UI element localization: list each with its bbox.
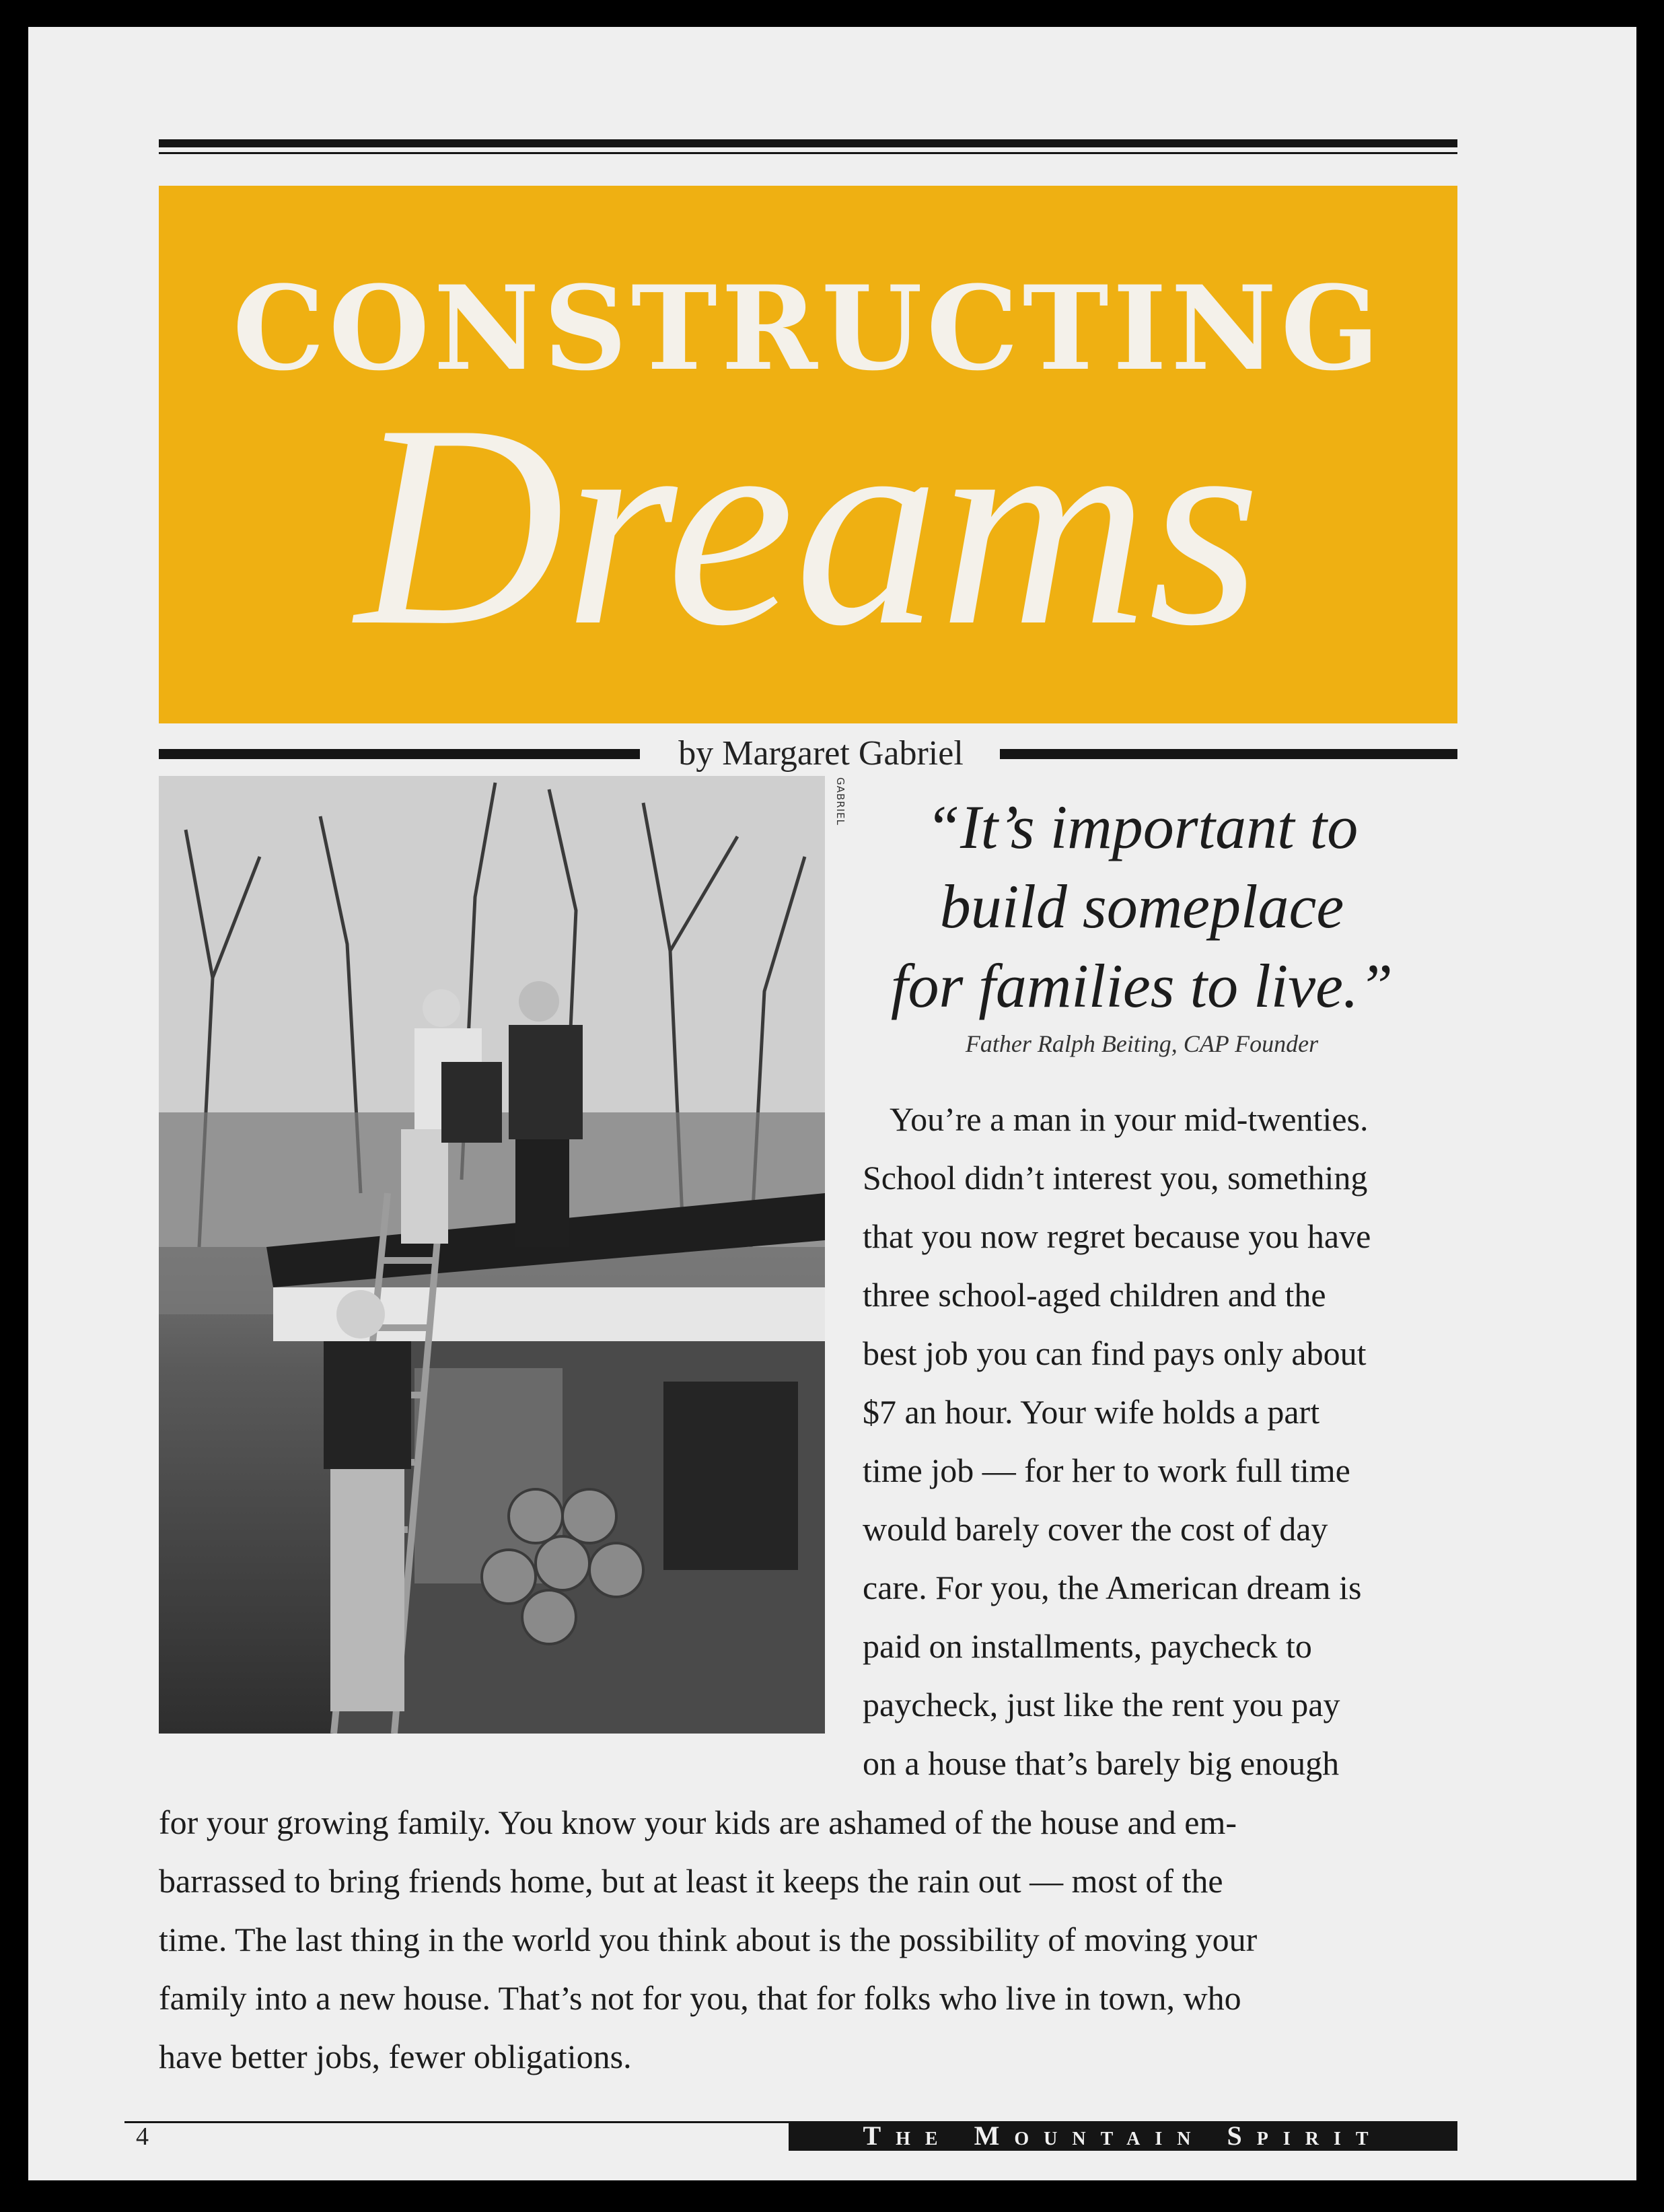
body-line: $7 an hour. Your wife holds a part — [863, 1393, 1320, 1431]
page-number: 4 — [136, 2122, 149, 2151]
body-line: best job you can find pays only about — [863, 1334, 1367, 1372]
photo-credit: GABRIEL — [834, 777, 846, 826]
title-line-dreams: Dreams — [355, 365, 1261, 686]
body-line: time. The last thing in the world you think about is the possibility of moving your — [159, 1921, 1258, 1958]
article-body-column — [863, 1090, 1455, 1793]
body-line: would barely cover the cost of day — [863, 1510, 1328, 1548]
body-line: paid on installments, paycheck to — [863, 1627, 1312, 1665]
publication-masthead: The Mountain Spirit — [789, 2121, 1457, 2151]
body-line: barrassed to bring friends home, but at least it keeps the rain out — most of the — [159, 1862, 1223, 1900]
top-rule-thick — [159, 139, 1457, 147]
title-line-constructing: CONSTRUCTING — [232, 260, 1384, 396]
byline-rule-right — [1000, 749, 1457, 759]
body-line: that you now regret because you have — [863, 1217, 1371, 1255]
byline-row — [159, 727, 1457, 781]
body-line: three school-aged children and the — [863, 1276, 1326, 1314]
body-line: family into a new house. That’s not for you, that for folks who live in town, who — [159, 1979, 1241, 2017]
title-banner — [159, 186, 1457, 723]
pull-quote-line: build someplace — [939, 872, 1344, 941]
pull-quote-line: for families to live.” — [890, 952, 1394, 1020]
byline-rule-left — [159, 749, 640, 759]
body-line: You’re a man in your mid-twenties. — [890, 1100, 1369, 1138]
byline: by Margaret Gabriel — [678, 734, 964, 773]
body-line: have better jobs, fewer obligations. — [159, 2038, 632, 2075]
body-line: care. For you, the American dream is — [863, 1569, 1362, 1606]
body-line: for your growing family. You know your kids are ashamed of the house and em- — [159, 1804, 1237, 1841]
top-rule-thin — [159, 152, 1457, 154]
body-line: School didn’t interest you, something — [863, 1159, 1368, 1197]
body-line: time job — for her to work full time — [863, 1452, 1350, 1489]
article-body-full-width — [159, 1793, 1457, 2086]
photo-illustration — [159, 776, 825, 1734]
body-line: on a house that’s barely big enough — [863, 1744, 1340, 1782]
article-photo — [159, 776, 825, 1734]
body-line: paycheck, just like the rent you pay — [863, 1686, 1340, 1723]
quote-attribution: Father Ralph Beiting, CAP Founder — [965, 1030, 1319, 1057]
pull-quote-line: “It’s important to — [925, 793, 1359, 861]
pull-quote — [849, 787, 1435, 1026]
